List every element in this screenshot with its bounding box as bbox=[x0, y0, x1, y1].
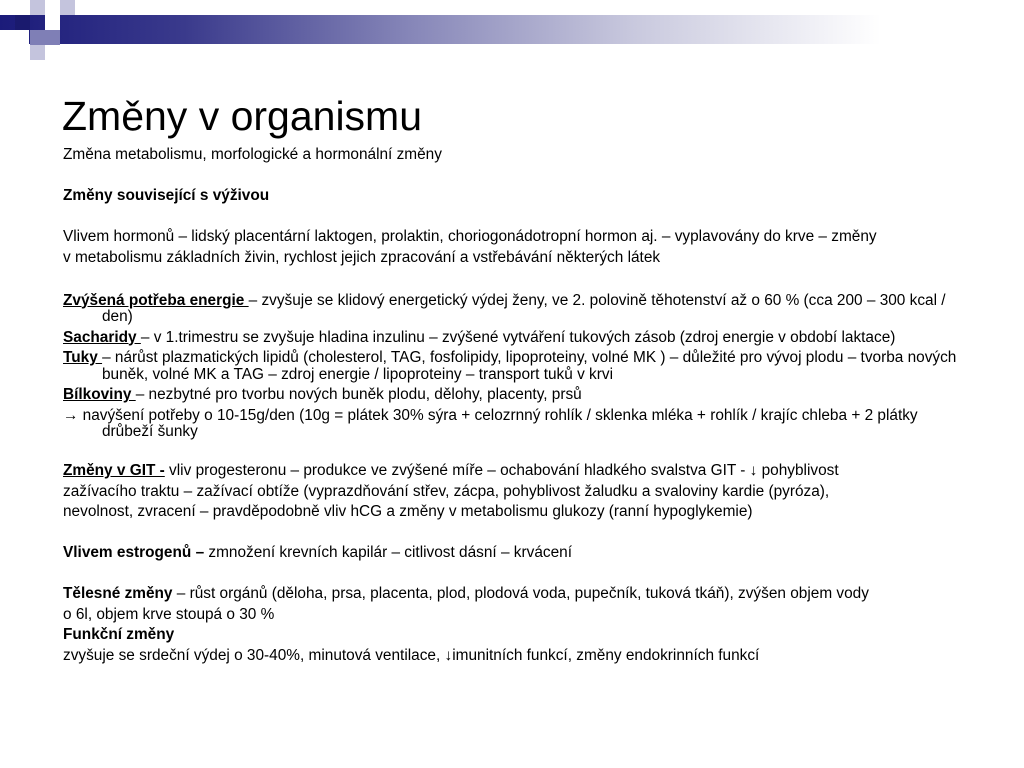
energy-term: Zvýšená potřeba energie bbox=[63, 291, 249, 309]
git-text: vliv progesteronu – produkce ve zvýšené míře – ochabování hladkého svalstva GIT - ↓ pohyblivost bbox=[164, 462, 839, 479]
slide-content bbox=[63, 145, 968, 666]
subtitle: Změna metabolismu, morfologické a hormonální změny bbox=[63, 146, 442, 163]
git-line: zažívacího traktu – zažívací obtíže (vyprazdňování střev, zácpa, pohyblivost žaludku a svaloviny kardie (pyróza), bbox=[63, 482, 830, 500]
decor-square bbox=[0, 30, 29, 44]
carbs-item bbox=[63, 330, 968, 347]
proteins-text: – nezbytné pro tvorbu nových buněk plodu, dělohy, placenty, prsů bbox=[135, 386, 582, 403]
proteins-need: → navýšení potřeby o 10-15g/den (10g = plátek 30% sýra + celozrnný rohlík / sklenka mléka + rohlík / krajíc chleba + 2 plátky drůbeží šunky bbox=[63, 406, 918, 440]
body-item bbox=[63, 584, 968, 605]
hormones-line: v metabolismu základních živin, rychlost jejich zpracování a vstřebávání některých látek bbox=[63, 248, 661, 266]
estrogen-term: Vlivem estrogenů – bbox=[63, 544, 205, 561]
energy-item bbox=[63, 293, 968, 326]
decor-square bbox=[30, 0, 45, 15]
body-line: o 6l, objem krve stoupá o 30 % bbox=[63, 605, 275, 623]
functional-text: zvyšuje se srdeční výdej o 30-40%, minutová ventilace, ↓imunitních funkcí, změny endokrinních funkcí bbox=[63, 646, 760, 664]
decor-square bbox=[45, 30, 60, 45]
fats-term: Tuky bbox=[63, 349, 103, 366]
carbs-text: – v 1.trimestru se zvyšuje hladina inzulinu – zvýšené vytváření tukových zásob (zdroj energie v období laktace) bbox=[140, 328, 896, 346]
decor-square bbox=[30, 30, 45, 45]
functional-heading: Funkční změny bbox=[63, 626, 175, 643]
fats-item bbox=[63, 350, 968, 383]
decor-square bbox=[30, 45, 45, 60]
git-term: Změny v GIT - bbox=[63, 462, 165, 479]
decor-square bbox=[15, 15, 30, 30]
carbs-term: Sacharidy bbox=[63, 328, 141, 346]
header-gradient-band bbox=[0, 15, 1024, 44]
energy-text: – zvyšuje se klidový energetický výdej ženy, ve 2. polovině těhotenství až o 60 % (cca 200 – 300 kcal / den) bbox=[102, 291, 946, 325]
body-term: Tělesné změny bbox=[63, 585, 173, 602]
proteins-term: Bílkoviny bbox=[63, 386, 136, 403]
decor-square bbox=[45, 15, 60, 30]
fats-text: – nárůst plazmatických lipidů (cholesterol, TAG, fosfolipidy, lipoproteiny, volné MK ) – důležité pro vývoj plodu – tvorba nových buněk, volné MK a TAG – zdroj energie / lipoproteiny – transport tuků v krvi bbox=[102, 349, 957, 383]
decor-square bbox=[60, 0, 75, 15]
body-text: – růst orgánů (děloha, prsa, placenta, plod, plodová voda, pupečník, tuková tkáň), zvýšen objem vody bbox=[172, 585, 869, 602]
git-item bbox=[63, 461, 968, 482]
estrogen-item bbox=[63, 543, 968, 564]
proteins-item bbox=[63, 387, 968, 404]
hormones-line: Vlivem hormonů – lidský placentární laktogen, prolaktin, choriogonádotropní hormon aj. – vyplavovány do krve – změny bbox=[63, 228, 877, 245]
slide-title: Změny v organismu bbox=[62, 93, 423, 139]
nutrition-heading: Změny související s výživou bbox=[63, 187, 270, 204]
estrogen-text: zmnožení krevních kapilár – citlivost dásní – krvácení bbox=[204, 544, 572, 561]
git-line: nevolnost, zvracení – pravděpodobně vliv hCG a změny v metabolismu glukozy (ranní hypoglykemie) bbox=[63, 503, 753, 520]
